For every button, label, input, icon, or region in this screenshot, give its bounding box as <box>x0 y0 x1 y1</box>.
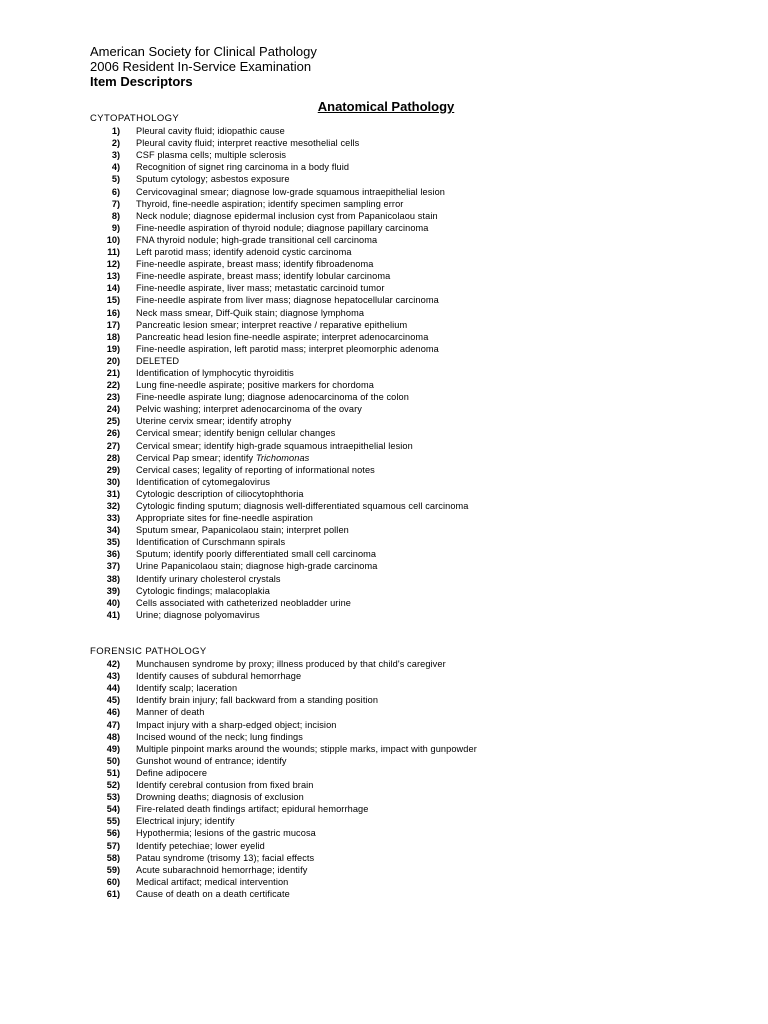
item-number: 37) <box>106 561 120 572</box>
item-number: 27) <box>106 440 120 451</box>
main-title: Anatomical Pathology <box>317 99 455 114</box>
item-description-text: Fine-needle aspirate from liver mass; diagnose hepatocellular carcinoma <box>136 295 439 306</box>
item-description-text: Identify petechiae; lower eyelid <box>136 840 265 851</box>
list-item <box>90 864 730 876</box>
item-description-text: Thyroid, fine-needle aspiration; identify specimen sampling error <box>136 198 404 209</box>
item-number: 29) <box>106 464 120 475</box>
item-description-text: Fine-needle aspirate, breast mass; identify lobular carcinoma <box>136 271 391 282</box>
item-description-text: Fine-needle aspirate, breast mass; identify fibroadenoma <box>136 259 374 270</box>
item-number: 41) <box>106 609 120 620</box>
item-description <box>120 888 290 900</box>
item-number: 47) <box>106 719 120 730</box>
item-number: 30) <box>106 476 120 487</box>
item-description <box>120 560 377 572</box>
item-description-text: Medical artifact; medical intervention <box>136 876 289 887</box>
item-number: 7) <box>111 198 120 209</box>
main-title-wrap <box>0 99 768 114</box>
list-item <box>90 343 730 355</box>
item-description <box>120 815 235 827</box>
organization-name: American Society for Clinical Pathology <box>90 44 317 59</box>
section-forensic-pathology <box>90 646 730 900</box>
item-description-text: Define adipocere <box>136 767 208 778</box>
item-number: 36) <box>106 549 120 560</box>
item-description-text: Urine; diagnose polyomavirus <box>136 609 260 620</box>
item-description <box>120 367 294 379</box>
item-description-text: Fine-needle aspiration, left parotid mass; interpret pleomorphic adenoma <box>136 343 439 354</box>
item-description-text: Left parotid mass; identify adenoid cystic carcinoma <box>136 247 352 258</box>
item-description <box>120 670 301 682</box>
item-description <box>120 270 390 282</box>
item-description <box>120 876 288 888</box>
list-item <box>90 222 730 234</box>
item-description-text: Impact injury with a sharp-edged object; incision <box>136 719 337 730</box>
item-description <box>120 452 309 464</box>
item-description <box>120 864 307 876</box>
list-item <box>90 367 730 379</box>
list-item <box>90 512 730 524</box>
item-number: 48) <box>106 731 120 742</box>
item-description <box>120 331 428 343</box>
item-description-text: Identify scalp; laceration <box>136 683 238 694</box>
list-item <box>90 597 730 609</box>
item-description-text: Sputum; identify poorly differentiated small cell carcinoma <box>136 549 377 560</box>
list-item <box>90 403 730 415</box>
item-description <box>120 779 314 791</box>
item-description <box>120 258 373 270</box>
document-subtitle: Item Descriptors <box>90 74 193 89</box>
item-number: 56) <box>106 828 120 839</box>
item-number: 6) <box>111 186 120 197</box>
item-number: 25) <box>106 416 120 427</box>
list-item <box>90 427 730 439</box>
item-number: 61) <box>106 888 120 899</box>
item-description-text: Identification of lymphocytic thyroiditis <box>136 367 294 378</box>
item-description-text: Pancreatic lesion smear; interpret reactive / reparative epithelium <box>136 319 408 330</box>
item-description <box>120 125 285 137</box>
list-item <box>90 464 730 476</box>
item-number: 58) <box>106 852 120 863</box>
item-description-text: Cervical smear; identify benign cellular changes <box>136 428 336 439</box>
item-description <box>120 512 313 524</box>
item-description <box>120 609 260 621</box>
list-item <box>90 198 730 210</box>
item-number: 53) <box>106 792 120 803</box>
item-number: 23) <box>106 392 120 403</box>
item-description-text: Cytologic findings; malacoplakia <box>136 585 270 596</box>
item-number: 19) <box>106 343 120 354</box>
list-item <box>90 779 730 791</box>
item-description <box>120 464 375 476</box>
item-number: 10) <box>106 234 120 245</box>
item-number: 60) <box>106 876 120 887</box>
list-item <box>90 379 730 391</box>
item-description <box>120 391 409 403</box>
list-item <box>90 743 730 755</box>
list-item <box>90 415 730 427</box>
item-number: 42) <box>106 659 120 670</box>
item-number: 55) <box>106 816 120 827</box>
list-item <box>90 355 730 367</box>
item-description <box>120 706 204 718</box>
item-description-text: Pleural cavity fluid; interpret reactive mesothelial cells <box>136 138 360 149</box>
item-number: 45) <box>106 695 120 706</box>
section-cytopathology <box>90 113 730 621</box>
list-item <box>90 524 730 536</box>
item-description <box>120 488 304 500</box>
item-description-text: Pancreatic head lesion fine-needle aspirate; interpret adenocarcinoma <box>136 331 429 342</box>
item-description-text: Cervical cases; legality of reporting of informational notes <box>136 464 375 475</box>
item-description-text: CSF plasma cells; multiple sclerosis <box>136 150 287 161</box>
item-description-text: Fire-related death findings artifact; epidural hemorrhage <box>136 804 369 815</box>
item-number: 26) <box>106 428 120 439</box>
list-item <box>90 270 730 282</box>
item-description <box>120 415 291 427</box>
item-description <box>120 827 316 839</box>
item-description-text: Recognition of signet ring carcinoma in a body fluid <box>136 162 350 173</box>
item-description-text: Cervical Pap smear; identify <box>136 452 256 463</box>
item-description <box>120 282 385 294</box>
exam-title: 2006 Resident In-Service Examination <box>90 59 312 74</box>
item-description-text: Identification of Curschmann spirals <box>136 537 286 548</box>
item-number: 22) <box>106 380 120 391</box>
item-description <box>120 743 477 755</box>
list-item <box>90 149 730 161</box>
section-heading: FORENSIC PATHOLOGY <box>90 646 207 657</box>
item-number: 8) <box>111 210 120 221</box>
item-description-text: Sputum cytology; asbestos exposure <box>136 174 290 185</box>
item-description <box>120 658 446 670</box>
list-item <box>90 682 730 694</box>
document-header <box>90 44 317 89</box>
item-description <box>120 149 286 161</box>
list-item <box>90 755 730 767</box>
item-description-text: Identify brain injury; fall backward from a standing position <box>136 695 379 706</box>
item-number: 16) <box>106 307 120 318</box>
item-description-text: Lung fine-needle aspirate; positive markers for chordoma <box>136 380 374 391</box>
item-description <box>120 791 304 803</box>
item-description-text: Urine Papanicolaou stain; diagnose high-grade carcinoma <box>136 561 378 572</box>
item-description <box>120 852 314 864</box>
item-number: 28) <box>106 452 120 463</box>
item-number: 15) <box>106 295 120 306</box>
list-item <box>90 500 730 512</box>
item-description-text: Cytologic finding sputum; diagnosis well-differentiated squamous cell carcinoma <box>136 501 469 511</box>
item-number: 57) <box>106 840 120 851</box>
list-item <box>90 585 730 597</box>
item-number: 18) <box>106 331 120 342</box>
item-description-text: Fine-needle aspiration of thyroid nodule; diagnose papillary carcinoma <box>136 222 429 233</box>
item-number: 33) <box>106 513 120 524</box>
item-description <box>120 137 359 149</box>
item-description <box>120 476 270 488</box>
item-number: 34) <box>106 525 120 536</box>
item-description-text: Identify causes of subdural hemorrhage <box>136 671 302 682</box>
item-list <box>90 125 730 621</box>
item-description <box>120 355 179 367</box>
list-item <box>90 876 730 888</box>
item-description-text: Drowning deaths; diagnosis of exclusion <box>136 792 304 803</box>
list-item <box>90 609 730 621</box>
item-number: 12) <box>106 259 120 270</box>
item-description <box>120 427 335 439</box>
item-description-text: Pleural cavity fluid; idiopathic cause <box>136 126 285 137</box>
item-description <box>120 173 290 185</box>
item-description-text: Appropriate sites for fine-needle aspiration <box>136 513 314 524</box>
item-description <box>120 524 349 536</box>
list-item <box>90 840 730 852</box>
list-item <box>90 767 730 779</box>
item-description-text: Cause of death on a death certificate <box>136 888 290 899</box>
item-number: 3) <box>111 150 120 161</box>
item-description-text: Patau syndrome (trisomy 13); facial effects <box>136 852 315 863</box>
item-description-text: Identification of cytomegalovirus <box>136 476 271 487</box>
list-item <box>90 536 730 548</box>
item-description <box>120 694 378 706</box>
list-item <box>90 706 730 718</box>
list-item <box>90 827 730 839</box>
item-description <box>120 246 352 258</box>
list-item <box>90 307 730 319</box>
list-item <box>90 186 730 198</box>
list-item <box>90 658 730 670</box>
item-number: 46) <box>106 707 120 718</box>
item-number: 1) <box>111 126 120 137</box>
item-number: 2) <box>111 138 120 149</box>
item-number: 32) <box>106 501 120 511</box>
list-item <box>90 488 730 500</box>
list-item <box>90 815 730 827</box>
item-number: 50) <box>106 755 120 766</box>
item-description <box>120 585 270 597</box>
list-item <box>90 719 730 731</box>
item-description <box>120 731 303 743</box>
list-item <box>90 258 730 270</box>
item-number: 49) <box>106 743 120 754</box>
item-number: 24) <box>106 404 120 415</box>
item-description <box>120 222 429 234</box>
item-number: 4) <box>111 162 120 173</box>
item-description-text: Neck nodule; diagnose epidermal inclusion cyst from Papanicolaou stain <box>136 210 438 221</box>
list-item <box>90 888 730 900</box>
item-number: 43) <box>106 671 120 682</box>
item-description <box>120 343 439 355</box>
item-description-text: Identify cerebral contusion from fixed brain <box>136 780 314 791</box>
list-item <box>90 125 730 137</box>
item-description <box>120 294 439 306</box>
item-description-text: Identify urinary cholesterol crystals <box>136 573 281 584</box>
item-number: 38) <box>106 573 120 584</box>
item-description-text: Multiple pinpoint marks around the wounds; stipple marks, impact with gunpowder <box>136 743 477 754</box>
item-number: 31) <box>106 488 120 499</box>
item-number: 5) <box>111 174 120 185</box>
item-list <box>90 658 730 900</box>
item-number: 21) <box>106 367 120 378</box>
item-number: 54) <box>106 804 120 815</box>
list-item <box>90 548 730 560</box>
item-description <box>120 536 285 548</box>
item-number: 14) <box>106 283 120 294</box>
item-description <box>120 198 403 210</box>
item-description-text: Fine-needle aspirate lung; diagnose adenocarcinoma of the colon <box>136 392 409 403</box>
item-description <box>120 597 351 609</box>
item-description <box>120 186 445 198</box>
item-description <box>120 319 407 331</box>
item-number: 11) <box>107 247 120 258</box>
item-description <box>120 379 374 391</box>
item-description <box>120 767 207 779</box>
list-item <box>90 440 730 452</box>
item-description-text: Cervicovaginal smear; diagnose low-grade squamous intraepithelial lesion <box>136 186 446 197</box>
item-description-text: Gunshot wound of entrance; identify <box>136 755 287 766</box>
item-description-text: Pelvic washing; interpret adenocarcinoma of the ovary <box>136 404 362 415</box>
item-description <box>120 573 281 585</box>
item-description-text: Cytologic description of ciliocytophthoria <box>136 488 304 499</box>
section-heading: CYTOPATHOLOGY <box>90 113 180 124</box>
item-number: 9) <box>111 222 120 233</box>
item-description-text: Electrical injury; identify <box>136 816 235 827</box>
item-number: 39) <box>106 585 120 596</box>
list-item <box>90 791 730 803</box>
item-number: 44) <box>106 683 120 694</box>
list-item <box>90 294 730 306</box>
list-item <box>90 210 730 222</box>
list-item <box>90 452 730 464</box>
item-description <box>120 234 377 246</box>
list-item <box>90 476 730 488</box>
item-description <box>120 755 287 767</box>
list-item <box>90 234 730 246</box>
list-item <box>90 137 730 149</box>
item-description-text: Sputum smear, Papanicolaou stain; interpret pollen <box>136 525 349 536</box>
list-item <box>90 391 730 403</box>
item-description <box>120 307 364 319</box>
item-description-text: Cervical smear; identify high-grade squamous intraepithelial lesion <box>136 440 413 451</box>
item-description-text: DELETED <box>136 355 180 366</box>
item-description <box>120 440 413 452</box>
item-description <box>120 719 337 731</box>
item-description <box>120 803 368 815</box>
list-item <box>90 246 730 258</box>
list-item <box>90 852 730 864</box>
item-description-text: Fine-needle aspirate, liver mass; metastatic carcinoid tumor <box>136 283 385 294</box>
list-item <box>90 803 730 815</box>
item-description-text: Munchausen syndrome by proxy; illness produced by that child's caregiver <box>136 659 446 670</box>
item-description <box>120 548 376 560</box>
item-description <box>120 840 265 852</box>
list-item <box>90 560 730 572</box>
item-description-text: Hypothermia; lesions of the gastric mucosa <box>136 828 316 839</box>
item-number: 59) <box>106 864 120 875</box>
list-item <box>90 694 730 706</box>
list-item <box>90 331 730 343</box>
item-number: 35) <box>106 537 120 548</box>
item-number: 51) <box>106 767 120 778</box>
item-description-text: Uterine cervix smear; identify atrophy <box>136 416 292 427</box>
item-description-text: Neck mass smear, Diff-Quik stain; diagnose lymphoma <box>136 307 365 318</box>
item-description <box>120 161 349 173</box>
list-item <box>90 173 730 185</box>
item-number: 40) <box>106 597 120 608</box>
item-number: 52) <box>106 780 120 791</box>
item-description-text: Acute subarachnoid hemorrhage; identify <box>136 864 308 875</box>
item-number: 13) <box>106 271 120 282</box>
list-item <box>90 573 730 585</box>
item-number: 17) <box>106 319 120 330</box>
item-description-text: Cells associated with catheterized neobladder urine <box>136 597 352 608</box>
item-description <box>120 403 362 415</box>
item-description <box>120 682 237 694</box>
item-description-text: FNA thyroid nodule; high-grade transitional cell carcinoma <box>136 234 378 245</box>
list-item <box>90 161 730 173</box>
list-item <box>90 282 730 294</box>
list-item <box>90 319 730 331</box>
item-description <box>120 500 469 512</box>
item-number: 20) <box>106 355 120 366</box>
item-description-text: Manner of death <box>136 707 205 718</box>
list-item <box>90 670 730 682</box>
item-description <box>120 210 438 222</box>
item-description-italic: Trichomonas <box>255 452 310 463</box>
item-description-text: Incised wound of the neck; lung findings <box>136 731 303 742</box>
list-item <box>90 731 730 743</box>
